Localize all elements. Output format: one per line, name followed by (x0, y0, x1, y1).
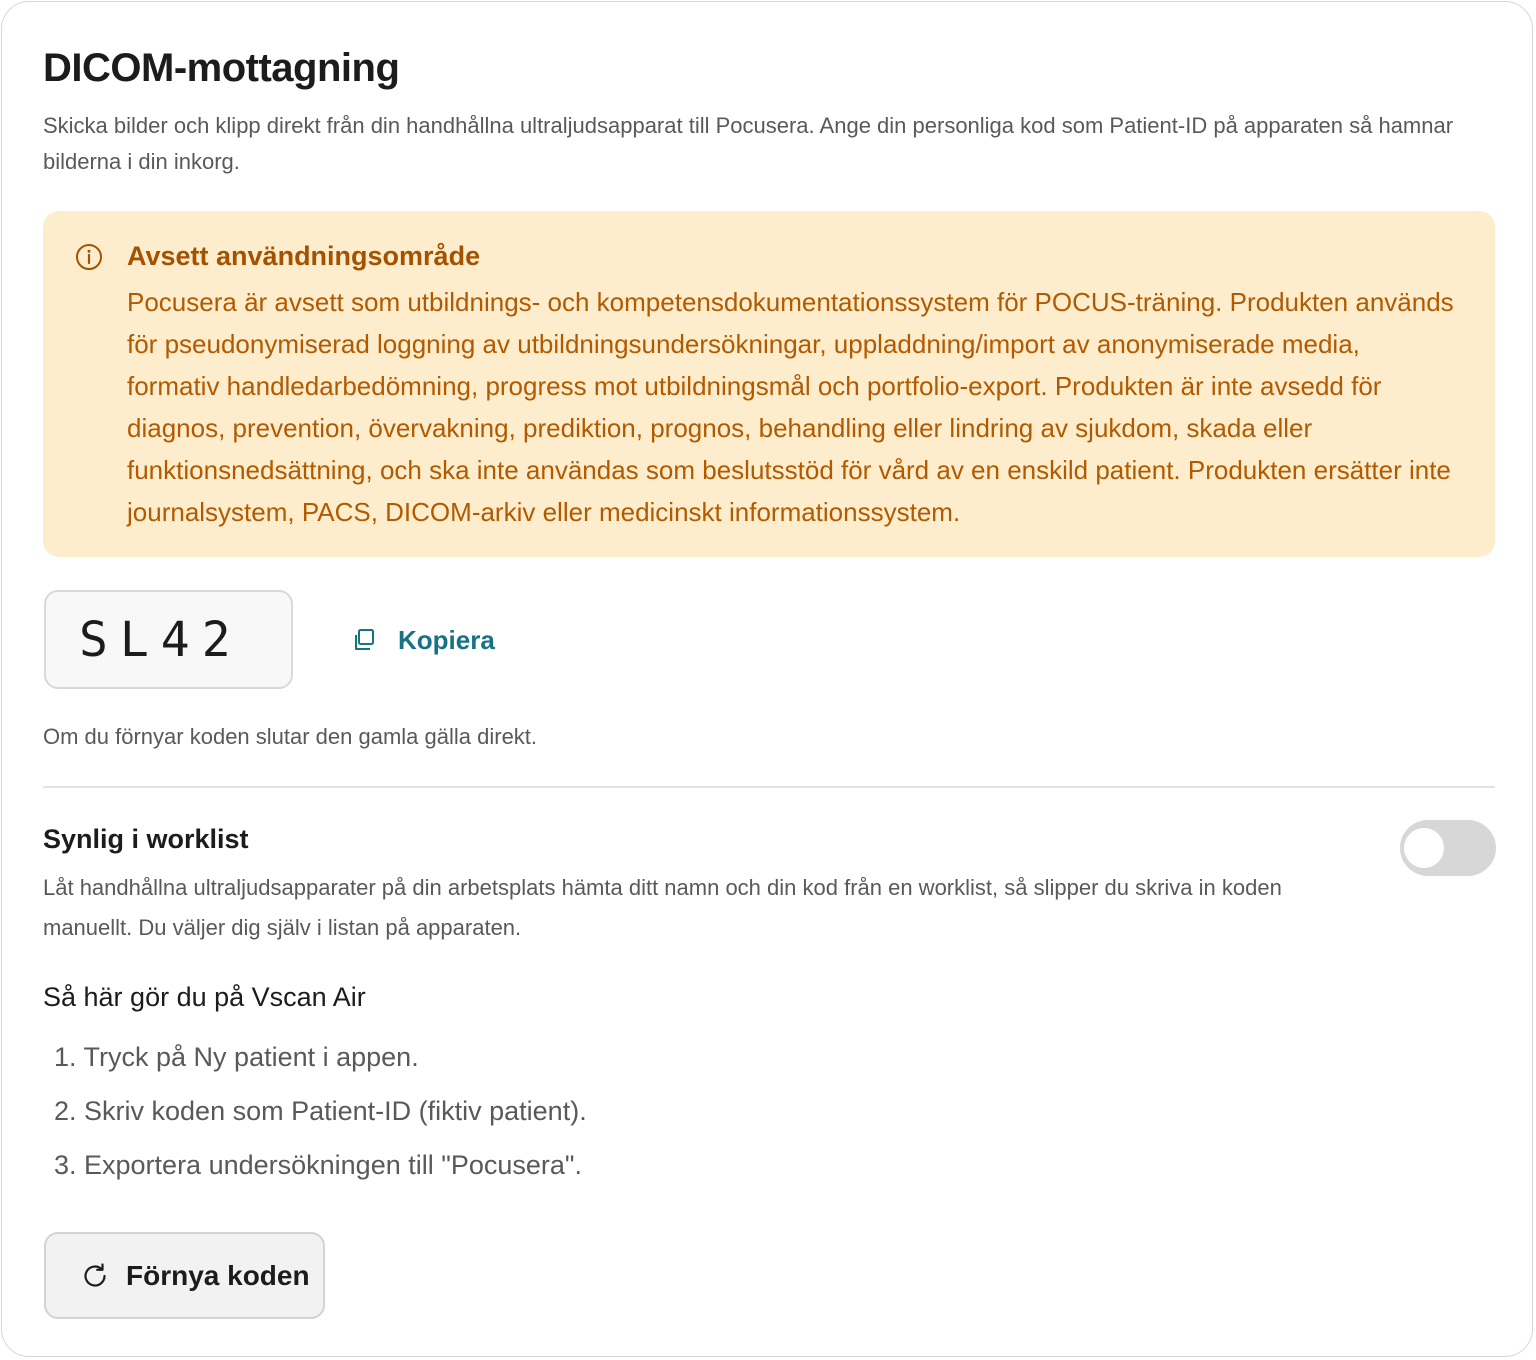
dicom-code-display (44, 590, 293, 689)
intended-use-notice (43, 211, 1495, 557)
dicom-settings-card (1, 1, 1533, 1357)
howto-step: 3. Exportera undersökningen till "Pocusera". (54, 1150, 582, 1180)
howto-step: 2. Skriv koden som Patient-ID (fiktiv patient). (54, 1096, 587, 1126)
page-subtitle: Skicka bilder och klipp direkt från din handhållna ultraljudsapparat till Pocusera. Ange din personliga kod som Patient-ID på apparaten så hamnar bilderna i din inkorg. (43, 113, 1454, 174)
howto-step: 1. Tryck på Ny patient i appen. (54, 1042, 419, 1072)
toggle-knob (1404, 828, 1444, 868)
section-divider (43, 786, 1495, 788)
copy-icon (350, 626, 378, 654)
renew-code-button[interactable] (44, 1232, 325, 1319)
refresh-icon (80, 1261, 110, 1291)
renew-code-label: Förnya koden (126, 1259, 310, 1291)
notice-body: Pocusera är avsett som utbildnings- och kompetensdokumentationssystem för POCUS-träning. Produkten används för pseudonymiserad loggning av utbildningsundersökningar, uppladdning/import av anonymiserade media, formativ handledarbedömning, progress mot utbildningsmål och portfolio-export. Produkten är inte avsedd för diagnos, prevention, övervakning, prediktion, prognos, behandling eller lindring av sjukdom, skada eller funktionsnedsättning, och ska inte användas som beslutsstöd för vård av en enskild patient. Produkten ersätter inte journalsystem, PACS, DICOM-arkiv eller medicinskt informationssystem. (127, 287, 1454, 527)
howto-steps (54, 1030, 587, 1192)
worklist-toggle[interactable] (1400, 820, 1496, 876)
worklist-title: Synlig i worklist (43, 824, 249, 854)
renew-hint: Om du förnyar koden slutar den gamla gälla direkt. (43, 724, 538, 749)
worklist-description: Låt handhållna ultraljudsapparater på din arbetsplats hämta ditt namn och din kod från en worklist, så slipper du skriva in koden manuellt. Du väljer dig själv i listan på apparaten. (43, 875, 1282, 940)
howto-title: Så här gör du på Vscan Air (43, 982, 366, 1012)
copy-code-label: Kopiera (398, 624, 495, 655)
copy-code-button[interactable] (350, 618, 495, 662)
page-title: DICOM-mottagning (43, 46, 400, 90)
notice-title: Avsett användningsområde (127, 241, 481, 271)
info-circle-icon (75, 243, 103, 271)
dicom-code-value: SL42 (79, 611, 243, 668)
